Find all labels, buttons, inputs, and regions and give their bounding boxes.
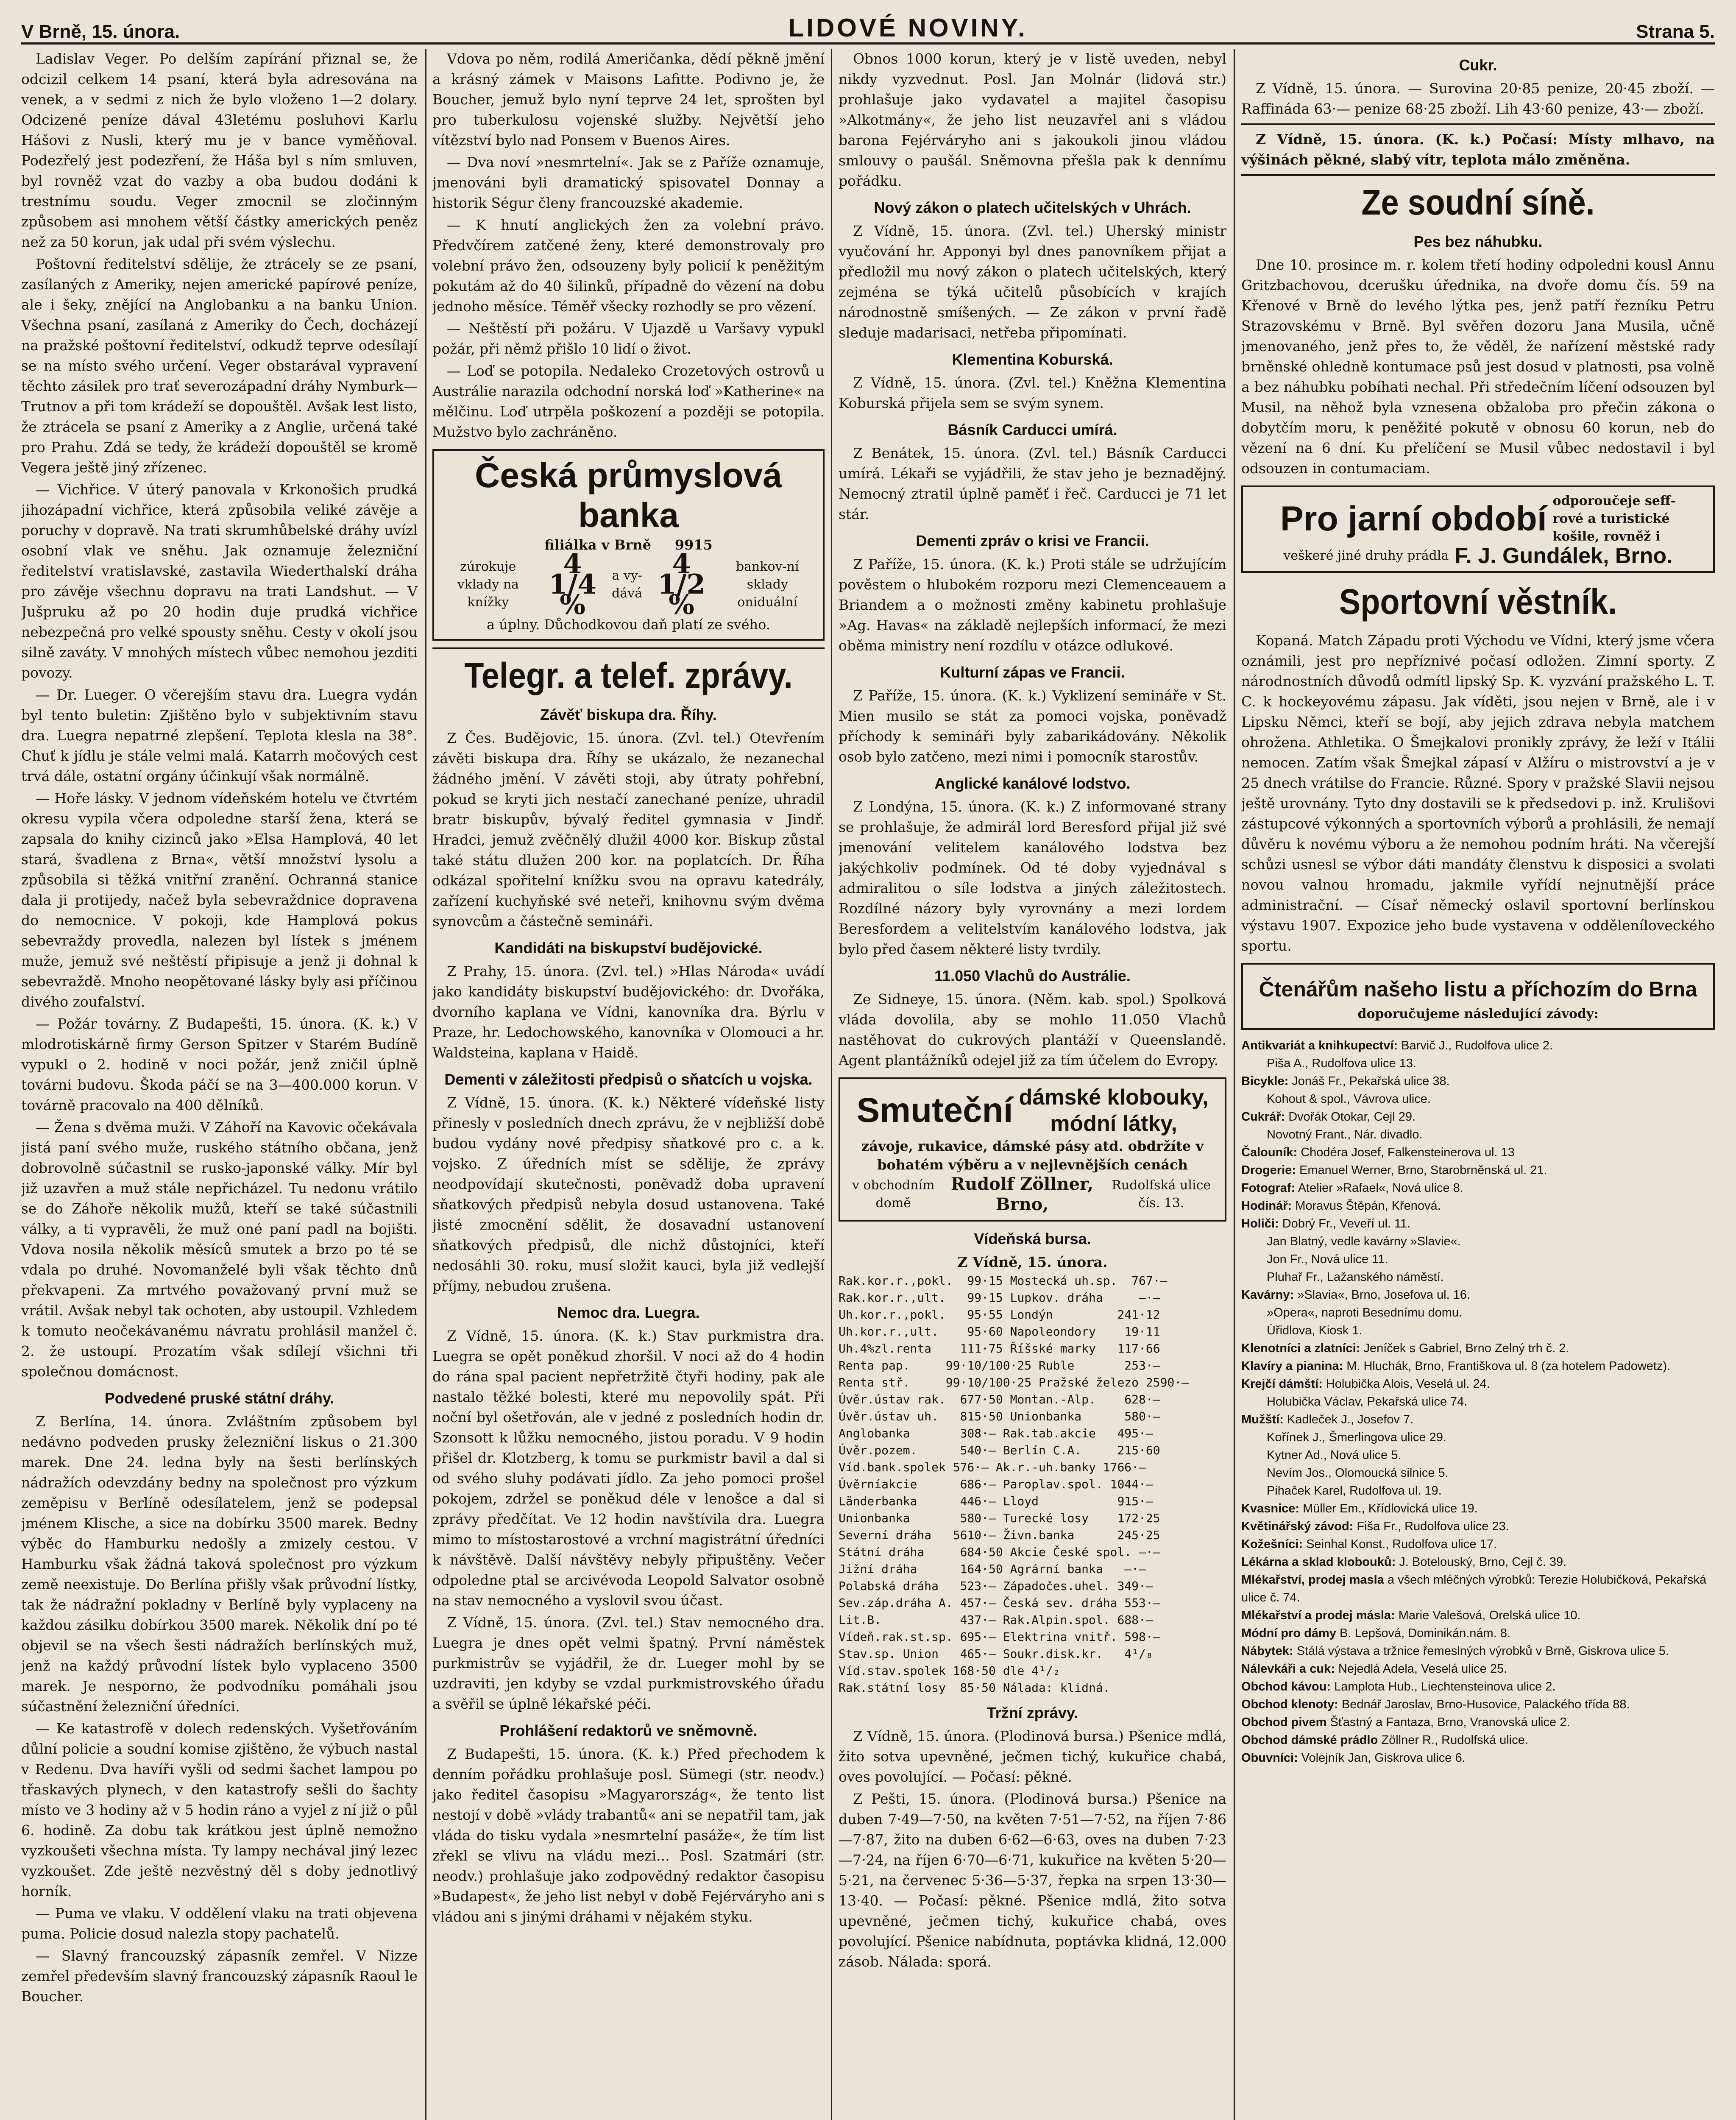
ad-firm-name: Rudolf Zöllner, Brno, [950, 1174, 1094, 1214]
directory-entry [1241, 1072, 1715, 1090]
directory-text: Jonáš Fr., Pekařská ulice 38. [1292, 1074, 1450, 1088]
weather-report: Z Vídně, 15. února. (K. k.) Počasí: Místy mlhavo, na výšinách pěkné, slabý vítr, teplota málo změněna. [1241, 131, 1715, 168]
section-divider [1241, 174, 1715, 176]
article-text: Z Vídně, 15. února. (K. k.) Stav purkmistra dra. Luegra se opět poněkud zhoršil. V noci až do 4 hodin do rána spal pacient nepřetržitě čtyři hodiny, pak ale nastalo těžké bolesti, které mu nepovolily spát. Při noční byl ošetřován, ale v jedné z posledních hodin dr. Szonsott k lůžku nemocného, jistou poradu. V 9 hodin přišel dr. Klotzberg, k tomu se purkmistr bavil a dal si od svého sluhy podávati jídlo. Za jeho pomoci prošel pokojem, zdržel se poněkud déle v lenošce a dal si zprávy předčítat. Ve 12 hodin navštívila dra. Luegra mimo to místostarostové a vrchní magistrátní úředníci k návštěvě. Další návštěvy nebyly připuštěny. Večer odpoledne ptal se arcivévoda Leopold Salvator osobně na stav nemocného a vyslovil svou účast. [432, 1328, 825, 1609]
article-text: Ladislav Veger. Po delším zapírání přiznal se, že odcizil celkem 14 psaní, která byla adresována na venek, a v sedmi z nich že bylo vloženo 1—2 dolary. Odcizené peníze dával 43letému posluhovi Karlu Hášovi z Nusli, který mu je v bance vyměňoval. Podezřelý jest podezření, že Háša byl s ním smluven, byl rovněž vzat do vazby a oba budou dodáni k trestnímu soudu. Veger zmocnil se zločinným způsobem asi mnohem větší částky amerických peněz než za 50 korun, jak udal při svém výslechu. [21, 50, 418, 250]
article-heading: Nemoc dra. Luegra. [557, 1304, 700, 1321]
directory-text: Kytner Ad., Nová ulice 5. [1267, 1448, 1402, 1462]
bank-text: bankov-ní sklady oniduální [736, 559, 799, 610]
ad-line: rové a turistické [1552, 511, 1670, 526]
clothing-advertisement [1241, 485, 1715, 573]
directory-entry [1241, 1179, 1715, 1197]
directory-entry [1241, 1535, 1715, 1553]
article-text: Z Vídně, 15. února. (Plodinová bursa.) Pšenice mdlá, žito sotva upevněné, ječmen tichý, kukuřice chabá, oves povolující. — Počasí: pěkné. [839, 1728, 1226, 1785]
directory-entry [1241, 1749, 1715, 1767]
article-heading: Pes bez náhubku. [1413, 233, 1543, 250]
directory-entry [1241, 1090, 1715, 1108]
ad-product: dámské klobouky, [1019, 1085, 1209, 1110]
column-rule [425, 49, 426, 2120]
directory-text: Jeníček s Gabriel, Brno Zelný trh č. 2. [1363, 1342, 1569, 1355]
directory-entry [1241, 1339, 1715, 1357]
article-text: Z Berlína, 14. února. Zvláštním způsobem byl nedávno podveden prusky železniční liskus o 21.300 marek. Dne 24. ledna byly na šesti berlínských nádražích odevzdány bedny na společnost pro výzkum zeměpisu v Berlíně odesílatelem, jenž se podepsal jménem Klische, a sice na dobírku 3500 marek. Bedny výběc do Hamburku nedošly a zmizely cestou. V Hamburku však žádná taková společnost pro výzkum země neexistuje. Do Berlína přišly však průvodní lístky, tak že nádražní pokladny v Berlíně byly vyplaceny na každou zásilku dobírkou 3500 marek. Několik dní po té objevil se na všech šesti nádražích berlínských muž, jenž na každý průvodní lístek bylo vyplaceno 3500 marek. Je nesporno, že podvodníku pomáhali jsou súčastnění železniční úředníci. [21, 1413, 418, 1715]
bank-name: Česká průmyslová banka [475, 456, 782, 535]
article-text: Z Benátek, 15. února. (Zvl. tel.) Básník Carducci umírá. Lékaři se vyjádřili, že stav jeho je beznadějný. Nemocný ztratil úplně paměť i řeč. Carducci je 71 let stár. [839, 445, 1226, 522]
article-text: — K hnutí anglických žen za volební právo. Předvčírem zatčené ženy, které demonstrovaly pro volební právo žen, odsouzeny byly policií k peněžitým pokutám až do 40 šilinků, případně do vězení na dobu jednoho měsíce. Téměř všecky rozhodly se pro vězení. [432, 217, 825, 315]
article-heading: Dementi zpráv o krisi ve Francii. [916, 532, 1149, 550]
directory-text: Novotný Frant., Nár. divadlo. [1267, 1128, 1423, 1141]
directory-category: Holiči: [1241, 1217, 1279, 1230]
directory-category: Fotograf: [1241, 1181, 1296, 1195]
article-text: — Ke katastrofě v dolech redenských. Vyšetřováním důlní policie a soudní komise zjištěno, že výbuch nastal v Redenu. Dva havíři vyšli od sedmi šachet lampou po třaskavých plynech, v den katastrofy sešli do šachty místo ve 3 hodiny až v 5 hodin ráno a vyjel z ní již o půl 6. hodině. Za dobu tak krátkou jest úplně nemožno vyzkoušeti všechna místa. Ty lampy nechával jiný lezec vyzkoušet. Zde ještě nezvěstný děl s doby jednotlivý horník. [21, 1720, 418, 1900]
directory-entry [1241, 1357, 1715, 1375]
article-text: — Požár továrny. Z Budapešti, 15. února. (K. k.) V mlodrotiskárně firmy Gerson Spitzer v Starém Budíně vypukl o 2. hodině v noci požár, jenž zničil úplně továrni budovu. Škoda páčí se na 3—400.000 korun. V továrně pracovalo na 400 dělníků. [21, 1015, 418, 1113]
article-heading: Kandidáti na biskupství budějovické. [494, 939, 763, 957]
article-text: — Vichřice. V úterý panovala v Krkonošich prudká jihozápadní vichřice, která způsobila veliké závěje a poruchy v dopravě. Na trati skrumhůbelské dráhy uvízl osobní vlak ve sněhu. Jak oznamuje železniční ředitelství vratislavské, zastavila Wiederthalskí dráha pro závěje všechnu dopravu na trati Landshut. — V Jušpruku až po 20 hodin duje prudká vichřice nebezpečná pro velké spousty sněhu. Cesty v okolí jsou silně zaváty. V mnohých místech vůbec nemohou jezditi povozy. [21, 481, 418, 681]
bank-text: a vy-dává [612, 568, 643, 601]
directory-category: Obchod pivem [1241, 1716, 1327, 1729]
directory-category: Nálevkáři a cuk: [1241, 1662, 1335, 1676]
article-text: — Žena s dvěma muži. V Záhoří na Kavovic očekávala jistá paní svého muže, ruského státního občana, jenž dobrovolně súčastnil se rusko-japonské války. Mír byl již uzavřen a muž stále nepřicházel. Tu nedonu vrátilo se do Záhoře několik mužů, kteří se také súčastnili války, a ti vypravěli, že muž oné paní padl na bojišti. Vdova nosila několik měsíců smutek a brzo po té se vdala po druhé. Novomanželé byli však těchto dnů překvapeni. Za mrtvého považovaný první muž se vrátil. Avšak nebyl tak ochoten, aby ustoupil. Vzhledem k tomuto neočekávanému návratu prohlásil manžel č. 2. že ustoupí. Prozatím však sdílejí všichni tři společnou domácnost. [21, 1119, 418, 1380]
article-text: — Neštěstí při požáru. V Ujazdě u Varšavy vypukl požár, při němž přišlo 10 lidí o život. [432, 320, 825, 357]
directory-text: Bednář Jaroslav, Brno-Husovice, Palackého třída 88. [1341, 1698, 1630, 1711]
ad-line: košile, rovněž i [1552, 529, 1661, 544]
directory-category: Hodinář: [1241, 1199, 1292, 1213]
article-text: Vdova po něm, rodilá Američanka, dědí pěkně jmění a krásný zámek v Maisons Lafitte. Podivno je, že Boucher, jemuž bylo nyní teprve 24 let, sprošten byl pro tuberkulosu vojenské služby. Největší jeho vítězství bylo nad Ponsem v Buenos Aires. [432, 50, 825, 148]
directory-entry [1241, 1428, 1715, 1446]
directory-text: Emanuel Werner, Brno, Starobrněnská ul. 21. [1299, 1163, 1547, 1177]
article-text: Ze Sidneye, 15. února. (Něm. kab. spol.) Spolková vláda dovolila, aby se mohlo 11.050 Vlachů nastěhovat do cukrových plantáží v Queenslandě. Agent plantážníků odejel již za tím účelem do Evropy. [839, 991, 1226, 1068]
directory-text: Seinhal Konst., Rudolfova ulice 17. [1306, 1537, 1497, 1551]
article-heading: Nový zákon o platech učitelských v Uhrách. [874, 199, 1191, 216]
page-number: Strana 5. [1636, 21, 1715, 42]
interest-rate: 4 1/4 % [549, 548, 596, 621]
directory-text: Dvořák Otokar, Cejl 29. [1288, 1110, 1416, 1124]
directory-text: B. Lepšová, Dominikán.nám. 8. [1340, 1626, 1510, 1640]
directory-entry [1241, 1250, 1715, 1268]
directory-text: Holubička Václav, Pekařská ulice 74. [1267, 1395, 1468, 1409]
bank-branch [441, 536, 816, 554]
article-text: Z Vídně, 15. února. (Zvl. tel.) Kněžna Klementina Koburská přijela sem se svým synem. [839, 374, 1226, 411]
directory-text: »Slavia«, Brno, Josefova ul. 16. [1297, 1288, 1471, 1302]
directory-category: Antikvariát a knihkupectví: [1241, 1039, 1398, 1052]
directory-text: Barvič J., Rudolfova ulice 2. [1401, 1039, 1553, 1052]
bank-footer: a úplny. Důchodkovou daň platí ze svého. [487, 616, 770, 633]
bank-advertisement [432, 449, 825, 641]
directory-entry [1241, 1607, 1715, 1624]
article-text: — Puma ve vlaku. V oddělení vlaku na trati objevena puma. Policie dosud nalezla stopy pachatelů. [21, 1905, 418, 1942]
article-text: Kopaná. Match Západu proti Východu ve Vídni, který jsme včera oznámili, jest pro nepříznivé počasí odložen. Zimní sporty. Z národnostních důvodů odmítl lipský Sp. K. vyzvání pražského L. T. C. k hockeyovému zápasu. Jak víděti, jsou nejen v Brně, ale i v Lipsku Němci, kteří se bojí, aby jejich zdrava nebyla matchem ohrožena. Athletika. O Šmejkalovi pronikly zprávy, že leží v Itálii nemocen. Zatím však Šmejkal zápasí v Alžíru o mistrovství a je v 25 dnech vrátilse do Francie. Různé. Spory v pražské Slavii nejsou ještě urovnány. Tyto dny dostavili se k předsedovi p. inž. Krulišovi zástupcové výkonných a sportovních výborů a prohlásili, že nemají důvěru k novému výboru a že nemohou podním hráti. Na včerejší schůzi usnesl se výbor dáti mandáty členstvu k disposici a svolati novou valnou hromadu, jakmile vyřídí nejnutnější práce administrační. — Císař německý oslavil sportovní berlínskou výstavu 1907. Expozice jeho bude vystavena v odděleníloveckého sportu. [1241, 632, 1715, 954]
directory-category: Obchod kávou: [1241, 1680, 1331, 1693]
section-heading: Tržní zprávy. [986, 1704, 1078, 1721]
directory-text: Nevím Jos., Olomoucká silnice 5. [1267, 1466, 1449, 1480]
directory-entry [1241, 1464, 1715, 1482]
directory-category: Bicykle: [1241, 1074, 1289, 1088]
directory-category: Mlékařství a prodej másla: [1241, 1609, 1395, 1622]
directory-text: Holubička Alois, Veselá ul. 24. [1326, 1377, 1490, 1391]
masthead-title: LIDOVÉ NOVINY. [788, 14, 1028, 42]
section-heading: Sportovní věstník. [1339, 582, 1617, 622]
article-heading: Klementina Koburská. [952, 351, 1113, 368]
directory-category: Kvasnice: [1241, 1502, 1300, 1515]
readers-directory-box [1241, 963, 1715, 1030]
directory-category: Klavíry a pianina: [1241, 1359, 1343, 1373]
article-text: Z Vídně, 15. února. (Zvl. tel.) Uherský ministr vyučování hr. Apponyi byl dnes panovníkem přijat a předložil mu nový zákon o platech učitelských, který zejména se týká učitelů působících v krajích národnostně smíšených. — Ze zákon v první řadě sleduje madarisaci, netřeba připomínati. [839, 223, 1226, 341]
article-heading: Závěť biskupa dra. Říhy. [540, 706, 717, 723]
directory-entry [1241, 1660, 1715, 1678]
directory-text: J. Botelouský, Brno, Cejl č. 39. [1399, 1555, 1567, 1569]
directory-entry [1241, 1375, 1715, 1393]
directory-entry [1241, 1233, 1715, 1250]
section-divider [432, 647, 825, 649]
interest-rate: 4 1/2 % [658, 548, 705, 621]
section-heading: Vídeňská bursa. [974, 1230, 1091, 1247]
article-text: Z Vídně, 15. února. (Zvl. tel.) Stav nemocného dra. Luegra je dnes opět velmi špatný. První náměstek purkmistrův se vyjádřil, že dr. Lueger mohl by se uzdraviti, jen kdyby se vzdal purkmistrovského úřadu a svěřil se úplně lékařské péči. [432, 1614, 825, 1712]
directory-text: Dobrý Fr., Veveří ul. 11. [1282, 1217, 1411, 1230]
directory-text: Stálá výstava a tržnice řemeslných výrobků v Brně, Giskrova ulice 5. [1296, 1644, 1669, 1658]
section-heading: Telegr. a telef. zprávy. [464, 656, 793, 695]
directory-entry [1241, 1696, 1715, 1713]
directory-category: Obchod dámské prádlo [1241, 1733, 1378, 1747]
directory-heading: Čtenářům našeho listu a příchozím do Brna [1259, 977, 1697, 1001]
directory-text: Volejník Jan, Giskrova ulice 6. [1301, 1751, 1466, 1765]
article-heading: Cukr. [1459, 56, 1497, 74]
directory-entry [1241, 1446, 1715, 1464]
directory-category: Krejčí dámští: [1241, 1377, 1323, 1391]
directory-text: Lamplota Hub., Liechtensteinova ulice 2. [1334, 1680, 1556, 1693]
article-heading: Kulturní zápas ve Francii. [940, 664, 1125, 681]
article-text: — Slavný francouzský zápasník zemřel. V Nizze zemřel především slavný francouzský zápasník Raoul le Boucher. [21, 1947, 418, 2005]
directory-text: Kořínek J., Šmerlingova ulice 29. [1267, 1431, 1446, 1444]
directory-text: Marie Valešová, Orelská ulice 10. [1398, 1609, 1581, 1622]
column-3 [839, 49, 1226, 2120]
directory-entry [1241, 1322, 1715, 1339]
column-1 [21, 49, 418, 2120]
mourning-hats-advertisement [839, 1077, 1226, 1222]
bursa-date: Z Vídně, 15. února. [957, 1254, 1108, 1270]
directory-category: Kožešníci: [1241, 1537, 1303, 1551]
directory-text: Kadleček J., Josefov 7. [1287, 1413, 1414, 1426]
ad-firm-name: F. J. Gundálek, Brno. [1455, 544, 1673, 568]
directory-entry [1241, 1731, 1715, 1749]
article-text: Z Prahy, 15. února. (Zvl. tel.) »Hlas Národa« uvádí jako kandidáty biskupství budějovického: dr. Dvořáka, dvorního kaplana ve Vídni, kanovníka dra. Býrlu v Praze, hr. Ledochowského, kanovníka v Olomouci a hr. Waldsteina, kaplana v Haidě. [432, 963, 825, 1061]
column-2 [432, 49, 825, 2120]
ad-title-row [847, 1084, 1218, 1137]
directory-text: Chodéra Josef, Falkensteinerova ul. 13 [1301, 1146, 1515, 1159]
directory-category: Cukrář: [1241, 1110, 1285, 1124]
directory-entry [1241, 1286, 1715, 1304]
bank-phone: 9915 [674, 537, 713, 553]
directory-entry [1241, 1393, 1715, 1411]
ad-line: odporoučeje seff- [1552, 494, 1676, 508]
directory-entry [1241, 1411, 1715, 1428]
directory-category: Nábytek: [1241, 1644, 1293, 1658]
directory-entry [1241, 1268, 1715, 1286]
article-text: — Hoře lásky. V jednom vídeňském hotelu ve čtvrtém okresu vypila včera odpoledne starší žena, která se zapsala do knihy cizinců jako »Elsa Hamplová, 40 let stará, švadlena z Brna«, větší množství lysolu a způsobila si těžká vnitřní zranění. Ochranná stanice dala ji protijedy, načež byla sebevraždnice dopravena do nemocnice. V pokoji, kde Hamplová pokus sebevraždy provedla, nalezen byl lístek s jménem muže, jemuž své neštěstí připisuje a jenž ji dohnal k sebevraždě. Mnoho neopětované lásky byly asi příčinou divého zoufalství. [21, 790, 418, 1010]
directory-entry [1241, 1678, 1715, 1696]
bank-branch-label: filiálka v Brně [544, 537, 651, 553]
article-text: — Dva noví »nesmrtelní«. Jak se z Paříže oznamuje, jmenováni byli dramatický spisovatel Donnay a historik Ségur členy francouzské akademie. [432, 154, 825, 211]
article-text: Obnos 1000 korun, který je v listě uveden, nebyl nikdy vyzvednut. Posl. Jan Molnár (lidová str.) prohlašuje jako vydavatel a majitel časopisu »Alkotmány«, že jeho list neuzavřel ani s vládou barona Fejérváryho ani s jakoukoli jinou vládou smlouvy o paušál. Sněmovna přešla pak k dennímu pořádku. [839, 50, 1226, 189]
ad-title-row [1250, 492, 1706, 546]
directory-entry [1241, 1517, 1715, 1535]
article-heading: Prohlášení redaktorů ve sněmovně. [499, 1722, 758, 1739]
ad-text: závoje, rukavice, dámské pásy atd. obdržíte v bohatém výběru a v nejlevnějších cenách [861, 1138, 1204, 1173]
directory-entry [1241, 1304, 1715, 1322]
directory-entry [1241, 1482, 1715, 1500]
directory-category: Mlékařství, prodej masla [1241, 1573, 1384, 1587]
ad-side-text [1553, 492, 1676, 546]
directory-entry [1241, 1571, 1715, 1607]
ad-firm-row [1250, 546, 1706, 566]
directory-category: Módní pro dámy [1241, 1626, 1336, 1640]
ad-text: v obchodním domě [852, 1178, 935, 1211]
directory-text: Moravus Štěpán, Křenová. [1295, 1199, 1441, 1213]
directory-entry [1241, 1642, 1715, 1660]
article-text: Z Vídně, 15. února. — Surovina 20·85 penize, 20·45 zboží. — Raffináda 63·— penize 68·25 zboží. Lih 43·60 penize, 43·— zboží. [1241, 80, 1715, 117]
directory-text: Müller Em., Křídlovická ulice 19. [1303, 1502, 1478, 1515]
bank-rates [441, 548, 816, 621]
directory-entry [1241, 1553, 1715, 1571]
directory-entry [1241, 1144, 1715, 1161]
directory-category: Mužští: [1241, 1413, 1284, 1426]
article-text: Z Čes. Budějovic, 15. února. (Zvl. tel.) Otevřením závěti biskupa dra. Říhy se ukázalo, že nezanechal žádného jmění. V závěti stoji, aby útraty pohřební, pokud se kryti jich nestačí zanechané peníze, uhradil bratr biskupův, bývalý ředitel gymnasia v Jindř. Hradci, jemuž zvěčnělý dlužil 4000 kor. Biskup zůstal také státu dlužen 200 kor. na poplatcích. Dr. Říha odkázal spořitelní knížku svou na opravu katedrály, zařízení kuchyňské své neteři, knihovnu svým dvěma synovcům a částečně semináři. [432, 730, 825, 929]
column-rule [831, 49, 832, 2120]
directory-text: Nejedlá Adela, Veselá ulice 25. [1338, 1662, 1508, 1676]
ad-text: veškeré jiné druhy prádla [1283, 548, 1449, 563]
article-heading: 11.050 Vlachů do Austrálie. [934, 967, 1131, 985]
ad-product: módní látky, [1050, 1111, 1177, 1136]
header-date: V Brně, 15. února. [21, 21, 180, 42]
ad-products [1019, 1084, 1209, 1137]
article-heading: Podvedené pruské státní dráhy. [104, 1389, 334, 1407]
business-directory [1241, 1037, 1715, 1767]
ad-firm-row [847, 1174, 1218, 1215]
bank-text: zúrokuje vklady na knížky [457, 559, 519, 610]
article-text: Z Pešti, 15. února. (Plodinová bursa.) Pšenice na duben 7·49—7·50, na květen 7·51—7·52, na říjen 7·86—7·87, žito na duben 6·62—6·63, oves na duben 7·23—7·24, na říjen 6·70—6·71, kukuřice na květen 5·20—5·21, na červenec 5·36—5·37, řepka na srpen 13·30—13·40. — Počasí: pěkné. Pšenice mdlá, žito sotva upevněné, ječmen tichý, kukuřice chabá, oves povolující. Pšenice nabídnuta, poptávka klidná, 12.000 zásob. Nálada: sporá. [839, 1791, 1226, 1970]
article-text: Dne 10. prosince m. r. kolem třetí hodiny odpoledni kousl Annu Gritzbachovou, dcerušku úřednika, na dvoře domu čís. 59 na Křenové v Brně do levého lýtka pes, jenž patří řezníku Petru Strazovskému v Brně. Byl svěřen dozoru Jana Musila, učně jmenovaného, jenž přes to, že věděl, že nařízení městské rady brněnské ohledně kontumace psů jest dosud v platnosti, psa volně a bez náhubku pobíhati nechal. Při středečním líčení odsouzen byl Musil, na něhož byla vznesena obžaloba pro přečin zákona o dobytčím moru, k peněžité pokutě v obnosu 60 korun, neb do vězení na 6 dní. Ku přelíčení se Musil vůbec nedostavil i byl odsouzen in contumaciam. [1241, 257, 1715, 477]
directory-text: Kohout & spol., Vávrova ulice. [1267, 1092, 1431, 1106]
directory-entry [1241, 1161, 1715, 1179]
directory-category: Čalouník: [1241, 1146, 1298, 1159]
directory-entry [1241, 1054, 1715, 1072]
directory-entry [1241, 1215, 1715, 1233]
directory-category: Klenotníci a zlatníci: [1241, 1342, 1360, 1355]
article-text: Z Paříže, 15. února. (K. k.) Proti stále se udržujícím pověstem o hlubokém rozporu mezi Clemenceauem a Briandem a o možnosti změny kabinetu prohlašuje »Ag. Havas« na základě nejlepších informací, že mezi oběma ministry není rozdílu v otázce odlukové. [839, 556, 1226, 654]
article-text: — Loď se potopila. Nedaleko Crozetových ostrovů u Austrálie narazila odchodní norská loď »Katherine« na mělčinu. Loď utrpěla poškození a později se potopila. Mužstvo bylo zachráněno. [432, 363, 825, 440]
directory-text: Zöllner R., Rudolfská ulice. [1381, 1733, 1528, 1747]
directory-entry [1241, 1624, 1715, 1642]
article-heading: Anglické kanálové lodstvo. [934, 775, 1131, 792]
article-text: — Dr. Lueger. O včerejším stavu dra. Luegra vydán byl tento buletin: Zjištěno bylo v subjektivním stavu dra. Luegra nepatrné zlepšení. Teplota klesla na 38°. Chuť k jídlu je stále velmi malá. Katarrh močových cest trvá dále, ostatní orgány účinkují však normálně. [21, 686, 418, 784]
directory-text: Jon Fr., Nová ulice 11. [1267, 1252, 1388, 1266]
directory-text: Pluhař Fr., Lažanského náměstí. [1267, 1270, 1444, 1284]
ad-headline: Smuteční [856, 1091, 1013, 1130]
article-text: Z Paříže, 15. února. (K. k.) Vyklizení semináře v St. Mien musilo se stát za pomoci vojska, poněvadž příchody k semináři byly zabarikádovány. Několik osob bylo zatčeno, mezi nimi i pomocník starostův. [839, 687, 1226, 765]
directory-category: Drogerie: [1241, 1163, 1296, 1177]
directory-entry [1241, 1126, 1715, 1144]
directory-text: Atelier »Rafael«, Nová ulice 8. [1298, 1181, 1463, 1195]
article-text: Poštovní ředitelství sdělije, že ztrácely se ze psaní, zasílaných z Ameriky, nejen americké papírové peníze, ale i šeky, znějící na Anglobanku a na banku Union. Všechna psaní, zasílaná z Ameriky do Čech, docházejí na pražské poštovní ředitelství, odkudž teprve odesílají se na místo svého určení. Veger obstarával vypravení těchto zásilek pro trať severozápadní dráhy Nymburk—Trutnov a při tom krádeží se dopouštěl. Avšak lest listo, že ztrácela se psaní z Ameriky a z Anglie, určená také pro Prahu. Zdá se tedy, že krádeží dopouštěl se kromě Vegera ještě jiný zřízenec. [21, 256, 418, 476]
article-text: Z Budapešti, 15. února. (K. k.) Před přechodem k denním pořádku prohlašuje posl. Sümegi (str. neodv.) jako ředitel časopisu »Magyarország«, že tento list nestojí v době »vlády trabantů« ani se nepatřil tam, jak vláda do tisku vydala »nesmrtelní pasáže«, že tím list zřekl se vlivu na vládu mezi... Posl. Szatmári (str. neodv.) prohlašuje jako zodpovědný redaktor časopisu »Budapest«, že jeho list nebyl v době Fejérváryho ani s vládou ani s jinými dráhami v nějakém styku. [432, 1746, 825, 1925]
directory-text: Jan Blatný, vedle kavárny »Slavie«. [1267, 1235, 1461, 1248]
directory-entry [1241, 1713, 1715, 1731]
directory-category: Obchod klenoty: [1241, 1698, 1338, 1711]
ad-address: Rudolfská ulice čís. 13. [1112, 1178, 1211, 1211]
article-text: Z Londýna, 15. února. (K. k.) Z informované strany se prohlašuje, že admirál lord Beresford přijal již své jmenování velitelem kanálového lodstva bez jakýchkoliv podmínek. Od té doby vyjednával s admiralitou o síle lodstva a jiných záležitostech. Rozdílné názory byly vyrovnány a mezi lordem Beresfordem a velitelstvím kanálového lodstva, jak bylo před časem některé listy tvrdily. [839, 798, 1226, 957]
directory-text: M. Hluchák, Brno, Františkova ul. 8 (za hotelem Padowetz). [1346, 1359, 1671, 1373]
section-heading: Ze soudní síně. [1361, 182, 1595, 222]
directory-entry [1241, 1108, 1715, 1126]
directory-entry [1241, 1500, 1715, 1517]
page-header [21, 13, 1715, 45]
directory-text: Úřidlova, Kiosk 1. [1267, 1324, 1363, 1337]
directory-entry [1241, 1037, 1715, 1054]
directory-category: Kavárny: [1241, 1288, 1294, 1302]
column-rule [1234, 49, 1235, 2120]
article-text: Z Vídně, 15. února. (K. k.) Některé vídeňské listy přinesly v posledních dnech zprávu, že v nejbližší době budou vydány nové předpisy sňatkové pro c. a k. vojsko. Z úředních míst se sdělije, že zprávy neodpovídají skutečnosti, poněvadž doba upravení sňatkových předpisů nebyla dosud ustanovena. Také jisté zmocnění sdělit, že dosavadní ustanovení sňatkových předpisů, dle nichž důstojníci, kteří nedosáhli 30. roku, musí složit kauci, byla již vedlejší příjmy, nebudou zrušena. [432, 1094, 825, 1294]
directory-text: »Opera«, naproti Besednímu domu. [1267, 1306, 1463, 1319]
section-divider [1241, 123, 1715, 125]
directory-entry [1241, 1197, 1715, 1215]
stock-quotes-table: Rak.kor.r.,pokl. 99·15 Mostecká uh.sp. 767·— Rak.kor.r.,ult. 99·15 Lupkov. dráha —·— Uh.kor.r.,pokl. 95·55 Londýn 241·12 Uh.kor.r.,ult. 95·60 Napoleondory 19·11 Uh.4%zl.renta 111·75 Říšské marky 117·66 Renta pap. 99·10/100·25 Ruble 253·— Renta stř. 99·10/100·25 Pražské železo 2590·— Úvěr.ústav rak. 677·50 Montan.-Alp. 628·— Úvěr.ústav uh. 815·50 Unionbanka 580·— Anglobanka 308·— Rak.tab.akcie 495·— Úvěr.pozem. 540·— Berlín C.A. 215·60 Víd.bank.spolek 576·— Ak.r.-uh.banky 1766·— Úvěrníakcie 686·— Paroplav.spol. 1044·— Länderbanka 446·— Lloyd 915·— Unionbanka 580·— Turecké losy 172·25 Severní dráha 5610·— Živn.banka 245·25 Státní dráha 684·50 Akcie České spol. —·— Jižní dráha 164·50 Agrární banka —·— Polabská dráha 523·— Západočes.uhel. 349·— Sev.záp.dráha A. 457·— Česká sev. dráha 553·— Lit.B. 437·— Rak.Alpin.spol. 688·— Vídeň.rak.st.sp. 695·— Elektrina vnitř. 598·— Stav.sp. Union 465·— Soukr.disk.kr. 4¹/₈ Víd.stav.spolek 168·50 dle 4¹/₂ Rak.státní losy 85·50 Nálada: klidná. [839, 1274, 1189, 1695]
ad-headline: Pro jarní období [1280, 499, 1547, 538]
directory-text: Šťastný a Fantaza, Brno, Vranovská ulice 2. [1330, 1716, 1570, 1729]
directory-category: Obuvníci: [1241, 1751, 1298, 1765]
directory-text: Pihaček Karel, Rudolfova ul. 19. [1267, 1484, 1442, 1498]
directory-text: Fiša Fr., Rudolfova ulice 23. [1357, 1520, 1509, 1533]
directory-category: Lékárna a sklad klobouků: [1241, 1555, 1396, 1569]
directory-subheading: doporučujeme následující závody: [1357, 1007, 1599, 1021]
column-4 [1241, 49, 1715, 2120]
article-heading: Básník Carducci umírá. [947, 421, 1117, 438]
article-heading: Dementi v záležitosti předpisů o sňatcích u vojska. [444, 1071, 813, 1088]
directory-text: a všech mléčných výrobků: Terezie Holubičková, Pekařská ulice č. 74. [1241, 1573, 1707, 1604]
directory-category: Květinářský závod: [1241, 1520, 1354, 1533]
directory-text: Piša A., Rudolfova ulice 13. [1267, 1057, 1417, 1070]
